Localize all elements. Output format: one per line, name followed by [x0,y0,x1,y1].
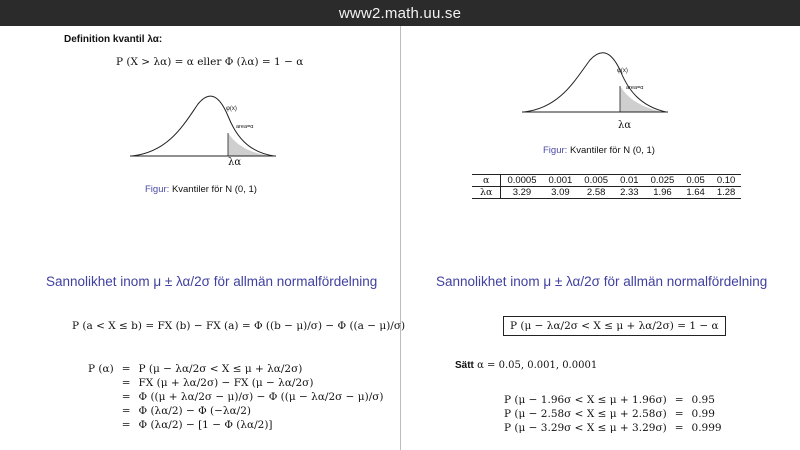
table-cell: 1.96 [645,187,681,199]
result-value: 0.95 [691,394,715,406]
derivation-rel: = [121,377,131,389]
caption-text: Kvantiler för N (0, 1) [569,145,655,156]
lambda-header: λα [472,187,501,199]
area-label: area=α [236,124,254,130]
definition-formula: P (X > λα) = α eller Φ (λα) = 1 − α [116,56,304,68]
derivation-rhs: Φ ((μ + λα/2σ − μ)/σ) − Φ ((μ − λα/2σ − μ)/σ) [138,391,384,403]
derivation-rel: = [121,391,131,403]
definition-title: Definition kvantil λα: [64,34,163,45]
figure-caption-right [543,145,655,156]
table-row-lambda [472,187,741,199]
normal-curve-figure-right [520,50,670,120]
satt-line [455,360,597,371]
table-cell: 0.0005 [501,175,543,187]
derivation-lhs [84,376,118,390]
derivation-lhs [84,404,118,418]
derivation-row [84,404,388,418]
result-row [500,407,726,421]
satt-values: α = 0.05, 0.001, 0.0001 [477,360,598,371]
normal-curve-figure-left [128,86,278,170]
derivation-rel: = [121,419,131,431]
result-eq: = [674,408,684,420]
table-cell: 0.10 [711,175,742,187]
phi-label: φ(x) [226,106,237,112]
boxed-formula: P (μ − λα/2σ < X ≤ μ + λα/2σ) = 1 − α [503,316,726,336]
derivation-rhs: P (μ − λα/2σ < X ≤ μ + λα/2σ) [138,363,303,375]
derivation-block [84,362,388,432]
alpha-header: α [472,175,501,187]
section-heading: Sannolikhet inom μ ± λα/2σ för allmän normalfördelning [436,274,768,289]
result-value: 0.999 [691,422,722,434]
table-cell: 1.28 [711,187,742,199]
result-expr: P (μ − 3.29σ < X ≤ μ + 3.29σ) [504,422,667,434]
result-eq: = [674,422,684,434]
phi-label: φ(x) [617,68,628,74]
derivation-rhs: Φ (λα/2) − Φ (−λα/2) [138,405,251,417]
density-curve [524,53,666,112]
table-cell: 0.01 [614,175,645,187]
url-text: www2.math.uu.se [338,4,462,22]
derivation-lhs: P (α) [88,363,114,375]
result-row [500,393,726,407]
lambda-label: λα [618,120,632,131]
caption-text: Kvantiler för N (0, 1) [171,184,257,195]
table-cell: 2.58 [578,187,614,199]
table-cell: 2.33 [614,187,645,199]
result-eq: = [674,394,684,406]
caption-prefix: Figur: [543,145,568,156]
table-cell: 0.025 [645,175,681,187]
quantile-table [472,174,741,199]
table-cell: 3.29 [501,187,543,199]
table-cell: 1.64 [680,187,711,199]
derivation-rhs: FX (μ + λα/2σ) − FX (μ − λα/2σ) [138,377,314,389]
table-cell: 0.005 [578,175,614,187]
lambda-label: λα [228,157,242,168]
derivation-rel: = [121,363,131,375]
results-block [500,393,726,435]
derivation-row [84,390,388,404]
shaded-tail-area [228,133,270,156]
caption-prefix: Figur: [145,184,170,195]
derivation-row [84,376,388,390]
table-row-alpha [472,175,741,187]
result-expr: P (μ − 2.58σ < X ≤ μ + 2.58σ) [504,408,667,420]
derivation-rel: = [121,405,131,417]
figure-caption-left [145,184,257,195]
result-expr: P (μ − 1.96σ < X ≤ μ + 1.96σ) [504,394,667,406]
slide-divider [400,26,401,450]
table-cell: 0.05 [680,175,711,187]
satt-label: Sätt [455,360,474,371]
result-value: 0.99 [691,408,715,420]
derivation-rhs: Φ (λα/2) − [1 − Φ (λα/2)] [138,419,273,431]
result-row [500,421,726,435]
area-label: area=α [626,85,644,91]
address-bar[interactable] [0,0,800,26]
probability-formula: P (a < X ≤ b) = FX (b) − FX (a) = Φ ((b − μ)/σ) − Φ ((a − μ)/σ) [72,320,406,332]
derivation-lhs [84,418,118,432]
table-cell: 0.001 [543,175,579,187]
table-cell: 3.09 [543,187,579,199]
derivation-row [84,362,388,376]
derivation-lhs [84,390,118,404]
section-heading: Sannolikhet inom μ ± λα/2σ för allmän normalfördelning [46,274,378,289]
derivation-row [84,418,388,432]
